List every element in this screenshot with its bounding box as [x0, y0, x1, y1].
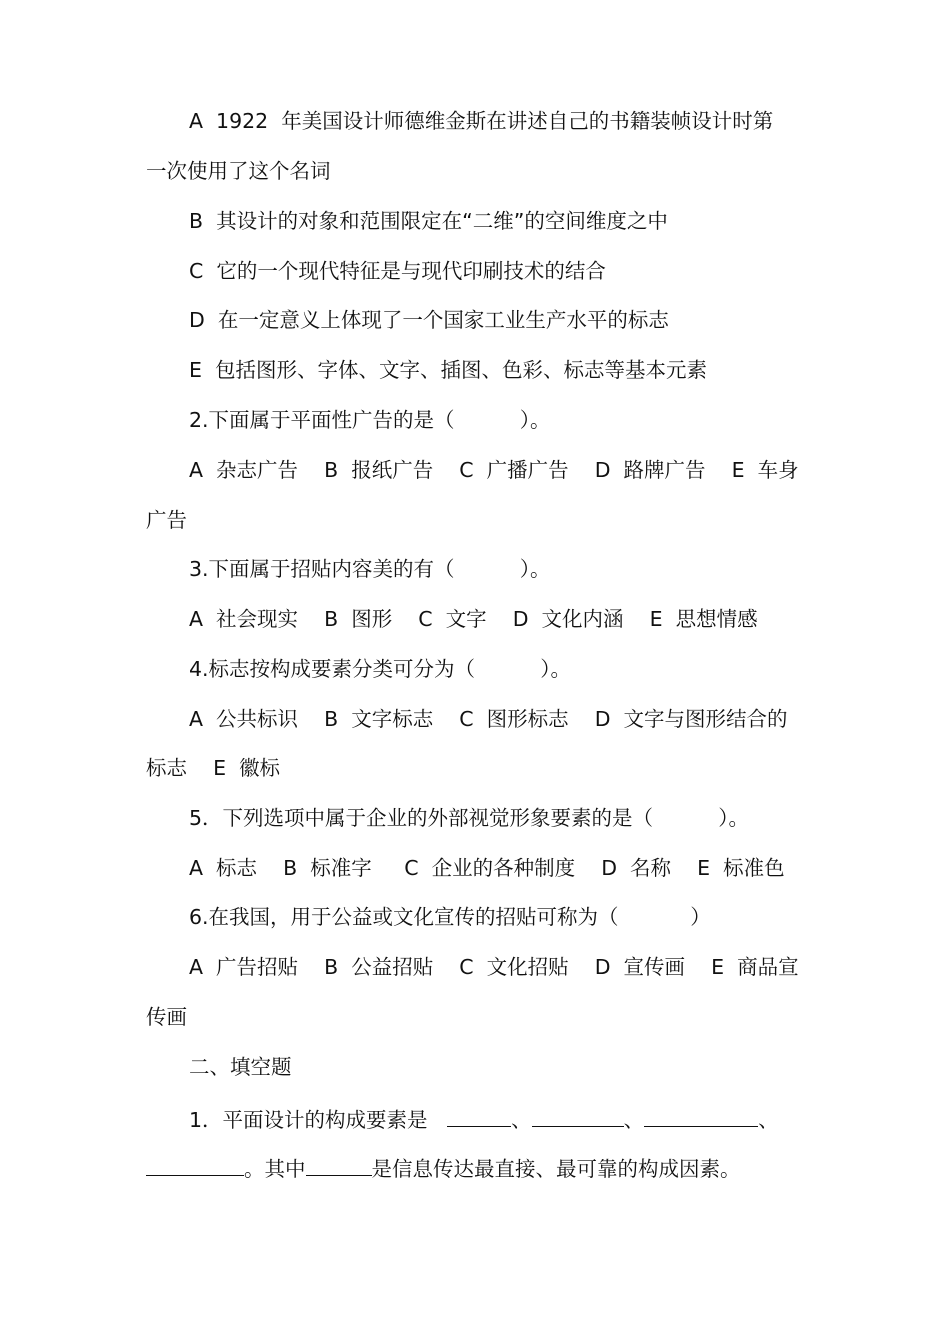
q1-option-b: B 其设计的对象和范围限定在“二维”的空间维度之中	[189, 209, 668, 233]
q4-options-line2: 标志 E 徽标	[146, 756, 281, 780]
fill1-sep-3: 、	[758, 1108, 779, 1132]
q1-option-e: E 包括图形、字体、文字、插图、色彩、标志等基本元素	[189, 358, 707, 382]
q1-option-a-line2: 一次使用了这个名词	[146, 159, 331, 183]
fill1-sep-1: 、	[511, 1108, 532, 1132]
fill1-sep-2: 、	[623, 1108, 645, 1132]
q2-options-line1: A 杂志广告 B 报纸广告 C 广播广告 D 路牌广告 E 车身	[189, 458, 799, 482]
q1-option-c: C 它的一个现代特征是与现代印刷技术的结合	[189, 259, 606, 283]
q3-options: A 社会现实 B 图形 C 文字 D 文化内涵 E 思想情感	[189, 607, 758, 631]
fill1-blank-2[interactable]	[532, 1102, 624, 1127]
fill1-prefix: 1．平面设计的构成要素是	[189, 1108, 428, 1132]
fill1-blank-4[interactable]	[146, 1151, 244, 1176]
q6-stem: 6.在我国，用于公益或文化宣传的招贴可称为（ ）	[189, 905, 711, 929]
fill-question-1-line1	[189, 1102, 810, 1135]
fill1-blank-1[interactable]	[447, 1102, 511, 1127]
fill1-blank-3[interactable]	[644, 1102, 758, 1127]
q4-stem: 4.标志按构成要素分类可分为（ ）。	[189, 657, 571, 681]
q6-options-line1: A 广告招贴 B 公益招贴 C 文化招贴 D 宣传画 E 商品宣	[189, 955, 799, 979]
q1-option-a-line1: A 1922 年美国设计师德维金斯在讲述自己的书籍装帧设计时第	[189, 109, 774, 133]
q6-options-line2: 传画	[146, 1005, 187, 1029]
q2-options-line2: 广告	[146, 508, 187, 532]
q2-stem: 2.下面属于平面性广告的是（ ）。	[189, 408, 551, 432]
fill-question-1-line2	[146, 1151, 810, 1184]
q3-stem: 3.下面属于招贴内容美的有（ ）。	[189, 557, 551, 581]
q4-options-line1: A 公共标识 B 文字标志 C 图形标志 D 文字与图形结合的	[189, 707, 788, 731]
q1-option-d: D 在一定意义上体现了一个国家工业生产水平的标志	[189, 308, 669, 332]
q5-options: A 标志 B 标准字 C 企业的各种制度 D 名称 E 标准色	[189, 856, 785, 880]
fill1-mid: 。其中	[244, 1157, 306, 1181]
section2-heading: 二、填空题	[189, 1055, 292, 1079]
q5-stem: 5．下列选项中属于企业的外部视觉形象要素的是（ ）。	[189, 806, 749, 830]
fill1-blank-5[interactable]	[306, 1151, 372, 1176]
fill1-suffix: 是信息传达最直接、最可靠的构成因素。	[371, 1157, 741, 1181]
